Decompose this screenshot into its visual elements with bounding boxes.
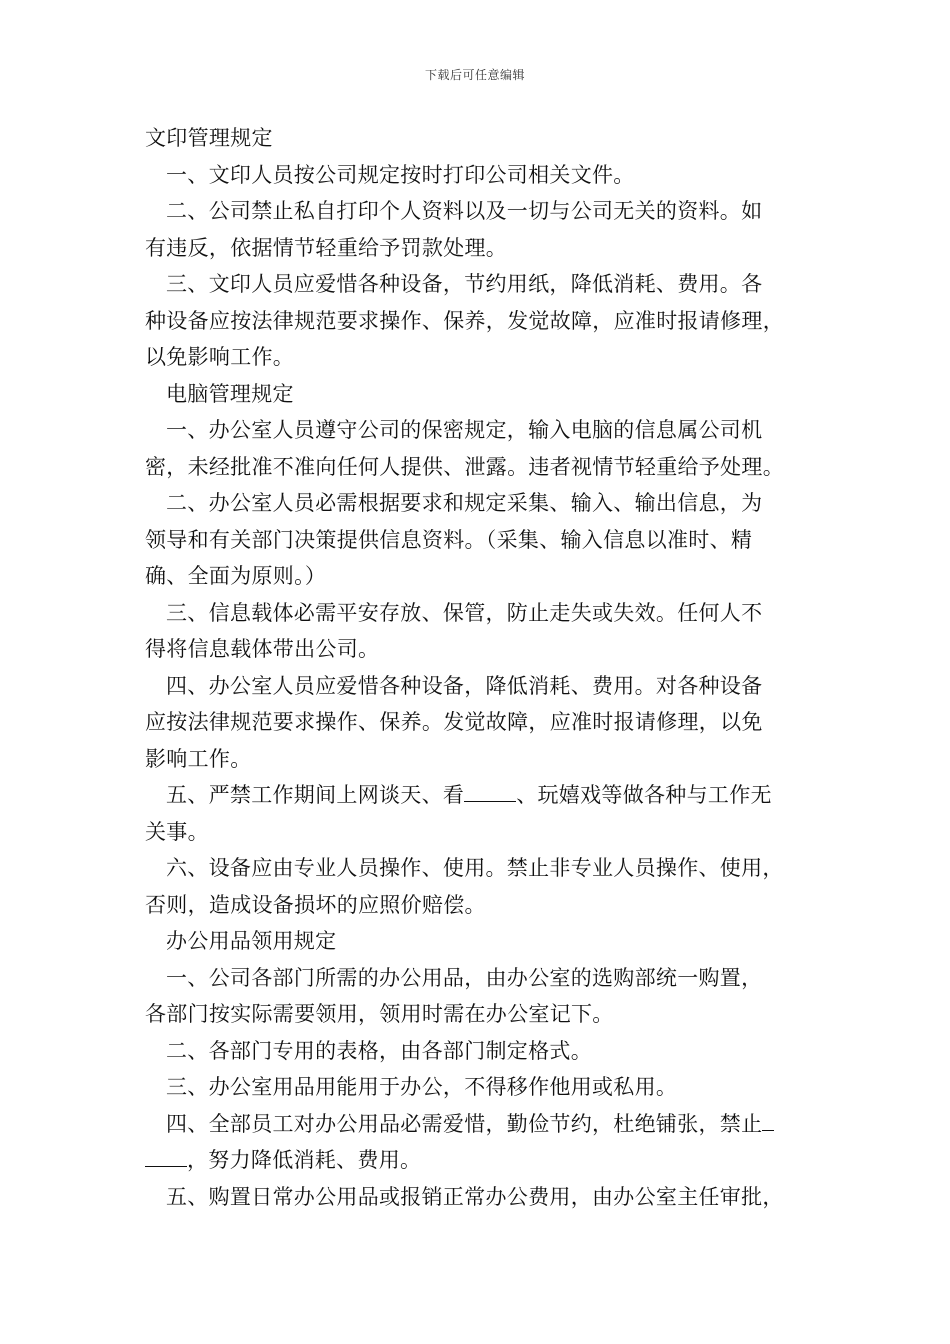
paragraph-line: 二、各部门专用的表格，由各部门制定格式。 — [166, 1038, 592, 1063]
paragraph-line: 三、信息载体必需平安存放、保管，防止走失或失效。任何人不 — [166, 600, 763, 625]
header-note: 下载后可任意编辑 — [424, 68, 525, 82]
section-title-computer: 电脑管理规定 — [166, 381, 294, 406]
line-text-after-blank: ，努力降低消耗、费用。 — [187, 1148, 422, 1172]
paragraph-line: 种设备应按法律规范要求操作、保养，发觉故障，应准时报请修理， — [145, 308, 784, 333]
paragraph-line: 一、文印人员按公司规定按时打印公司相关文件。 — [166, 162, 635, 187]
paragraph-line: 应按法律规范要求操作、保养。发觉故障，应准时报请修理，以免 — [145, 710, 763, 734]
fill-in-blank — [145, 1148, 187, 1167]
fill-in-blank — [464, 783, 516, 802]
paragraph-line: 关事。 — [145, 819, 209, 844]
paragraph-line: 以免影响工作。 — [145, 345, 295, 369]
paragraph-line: 领导和有关部门决策提供信息资料。（采集、输入信息以准时、精 — [145, 527, 753, 552]
paragraph-line: 四、办公室人员应爱惜各种设备，降低消耗、费用。对各种设备 — [166, 673, 763, 698]
paragraph-line: 各部门按实际需要领用，领用时需在办公室记下。 — [145, 1002, 614, 1026]
section-title-office-supplies: 办公用品领用规定 — [166, 929, 337, 953]
paragraph-line: 否则，造成设备损坏的应照价赔偿。 — [145, 892, 486, 917]
paragraph-line-with-blank — [145, 777, 825, 814]
paragraph-line: 一、办公室人员遵守公司的保密规定，输入电脑的信息属公司机 — [166, 418, 763, 442]
line-text-before-blank: 五、严禁工作期间上网谈天、看 — [166, 783, 465, 807]
paragraph-line: 三、办公室用品用能用于办公，不得移作他用或私用。 — [166, 1075, 678, 1099]
paragraph-line: 密，未经批准不准向任何人提供、泄露。违者视情节轻重给予处理。 — [145, 454, 784, 479]
paragraph-line: 二、办公室人员必需根据要求和规定采集、输入、输出信息，为 — [166, 491, 763, 515]
fill-in-blank — [762, 1112, 774, 1131]
paragraph-line: 一、公司各部门所需的办公用品，由办公室的选购部统一购置， — [166, 965, 763, 990]
paragraph-line: 得将信息载体带出公司。 — [145, 637, 380, 661]
paragraph-line: 六、设备应由专业人员操作、使用。禁止非专业人员操作、使用， — [166, 856, 784, 880]
line-text-before-blank: 四、全部员工对办公用品必需爱惜，勤俭节约，杜绝铺张，禁止 — [166, 1111, 763, 1136]
document-body — [145, 120, 825, 1215]
paragraph-line-with-blank — [145, 1142, 825, 1179]
paragraph-line: 有违反，依据情节轻重给予罚款处理。 — [145, 235, 508, 260]
section-title-printing: 文印管理规定 — [145, 126, 273, 150]
paragraph-line: 三、文印人员应爱惜各种设备，节约用纸，降低消耗、费用。各 — [166, 272, 763, 296]
paragraph-line: 二、公司禁止私自打印个人资料以及一切与公司无关的资料。如 — [166, 199, 763, 223]
paragraph-line: 五、购置日常办公用品或报销正常办公费用，由办公室主任审批， — [166, 1184, 784, 1209]
paragraph-line-with-blank — [145, 1106, 825, 1143]
paragraph-line: 确、全面为原则。） — [145, 564, 327, 588]
line-text-after-blank: 、玩嬉戏等做各种与工作无 — [516, 783, 772, 807]
paragraph-line: 影响工作。 — [145, 746, 252, 771]
